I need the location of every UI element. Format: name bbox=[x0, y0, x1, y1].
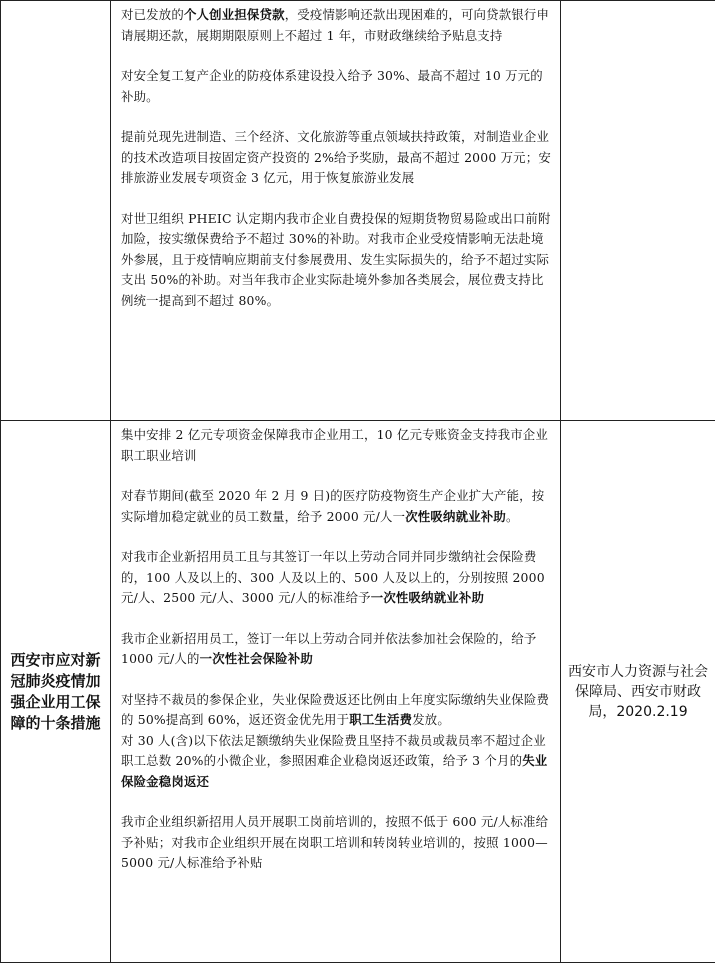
measure-paragraph: 对坚持不裁员的参保企业，失业保险费返还比例由上年度实际缴纳失业保险费的 50%提高到 60%，返还资金优先用于职工生活费发放。 bbox=[121, 690, 552, 731]
bold-keyword: 失业保险金稳岗返还 bbox=[121, 753, 547, 789]
table-row-top bbox=[1, 1, 715, 421]
left-cell-empty bbox=[1, 1, 111, 421]
measure-paragraph: 对我市企业新招用员工且与其签订一年以上劳动合同并同步缴纳社会保险费的，100 人及以上的、300 人及以上的、500 人及以上的，分别按照 2000 元/人、2500 元/人、3000 元/人的标准给予一次性吸纳就业补助 bbox=[121, 547, 552, 609]
bold-keyword: 一次性社会保险补助 bbox=[200, 651, 313, 666]
measure-paragraph: 对安全复工复产企业的防疫体系建设投入给予 30%、最高不超过 10 万元的补助。 bbox=[121, 66, 552, 107]
measure-paragraph: 对春节期间(截至 2020 年 2 月 9 日)的医疗防疫物资生产企业扩大产能，按实际增加稳定就业的员工数量，给予 2000 元/人一次性吸纳就业补助。 bbox=[121, 486, 552, 527]
department-cell bbox=[561, 421, 715, 963]
measure-paragraph: 对世卫组织 PHEIC 认定期内我市企业自费投保的短期货物贸易险或出口前附加险，按实缴保费给予不超过 30%的补助。对我市企业受疫情影响无法赴境外参展，且于疫情响应期前支付参展费用、发生实际损失的，给予不超过实际支出 50%的补助。对当年我市企业实际赴境外参加各类展会，展位费支持比例统一提高到不超过 80%。 bbox=[121, 209, 552, 312]
measures-cell-bottom bbox=[111, 421, 561, 963]
policy-title-cell bbox=[1, 421, 111, 963]
measure-paragraph: 提前兑现先进制造、三个经济、文化旅游等重点领域扶持政策，对制造业企业的技术改造项目按固定资产投资的 2%给予奖励，最高不超过 2000 万元；安排旅游业发展专项资金 3 亿元，用于恢复旅游业发展 bbox=[121, 127, 552, 189]
table-row-bottom bbox=[1, 421, 715, 963]
right-cell-empty bbox=[561, 1, 715, 421]
measure-paragraph: 对 30 人(含)以下依法足额缴纳失业保险费且坚持不裁员或裁员率不超过企业职工总数 20%的小微企业，参照困难企业稳岗返还政策，给予 3 个月的失业保险金稳岗返还 bbox=[121, 731, 552, 793]
measure-paragraph: 集中安排 2 亿元专项资金保障我市企业用工，10 亿元专账资金支持我市企业职工职业培训 bbox=[121, 425, 552, 466]
bold-keyword: 职工生活费 bbox=[349, 712, 412, 727]
measures-cell-top bbox=[111, 1, 561, 421]
issuing-department: 西安市人力资源与社会保障局、西安市财政局，2020.2.19 bbox=[567, 662, 709, 722]
measure-paragraph: 我市企业新招用员工，签订一年以上劳动合同并依法参加社会保险的，给予 1000 元/人的一次性社会保险补助 bbox=[121, 629, 552, 670]
measure-paragraph: 对已发放的个人创业担保贷款，受疫情影响还款出现困难的，可向贷款银行申请展期还款，展期期限原则上不超过 1 年，市财政继续给予贴息支持 bbox=[121, 5, 552, 46]
measure-paragraph: 我市企业组织新招用人员开展职工岗前培训的，按照不低于 600 元/人标准给予补贴；对我市企业组织开展在岗职工培训和转岗转业培训的，按照 1000—5000 元/人标准给予补贴 bbox=[121, 812, 552, 874]
bold-keyword: 一次性吸纳就业补助 bbox=[371, 590, 484, 605]
policy-title: 西安市应对新冠肺炎疫情加强企业用工保障的十条措施 bbox=[7, 650, 104, 734]
bold-keyword: 次性吸纳就业补助 bbox=[405, 509, 506, 524]
bold-keyword: 个人创业担保贷款 bbox=[184, 7, 285, 22]
